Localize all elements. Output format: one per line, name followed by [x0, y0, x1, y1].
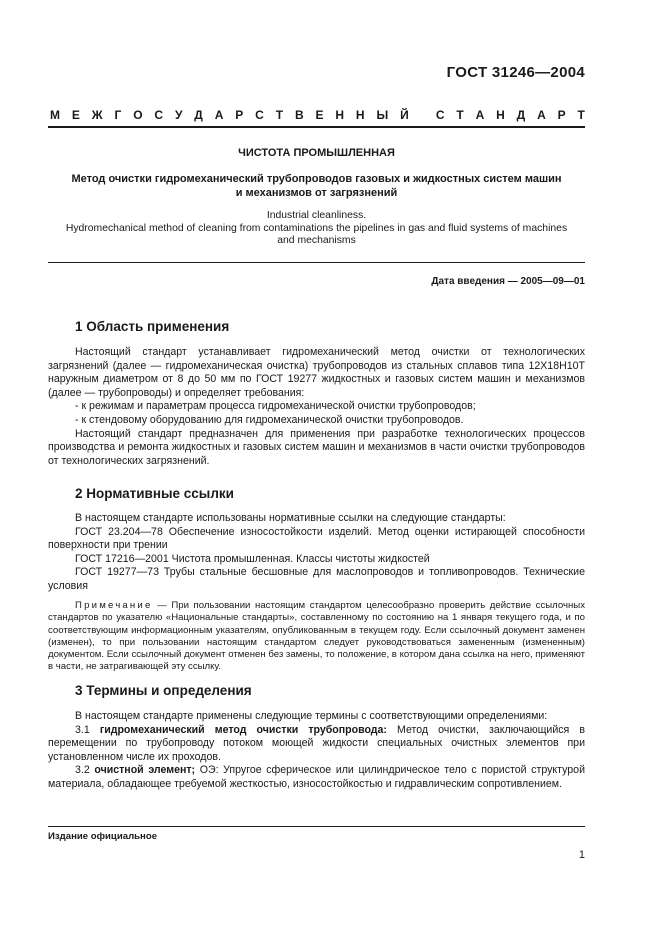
official-edition-label: Издание официальное — [48, 831, 158, 842]
english-title-line-2: Hydromechanical method of cleaning from contaminations the pipelines in gas and fluid systems of machines — [65, 222, 568, 234]
english-title-line-3: and mechanisms — [277, 235, 356, 246]
banner-letter: Н — [335, 108, 345, 122]
title-rule — [48, 262, 585, 263]
banner-letter: С — [255, 108, 264, 122]
banner-letter: А — [214, 108, 224, 122]
banner-letter: М — [50, 108, 60, 122]
term-3-1-name: гидромеханический метод очистки трубопровода: — [99, 723, 387, 736]
introduction-date: Дата введения — 2005—09—01 — [431, 276, 585, 287]
banner-letter: Н — [355, 108, 365, 122]
banner-letter: У — [174, 108, 183, 122]
interstate-standard-banner — [50, 108, 585, 122]
banner-letter: Г — [114, 108, 122, 122]
banner-letter: Ж — [91, 108, 103, 122]
section-1-body — [48, 346, 585, 468]
section-1-paragraph-2: Настоящий стандарт предназначен для применения при разработке технологических процессов производства и ремонта жидкостных и газовых систем машин и механизмов в части очистки трубопроводов от технологических загрязнений. — [48, 427, 585, 467]
banner-letter — [421, 108, 424, 122]
banner-letter: Н — [496, 108, 505, 122]
section-1-list-item-1: - к режимам и параметрам процесса гидромеханической очистки трубопроводов; — [75, 400, 476, 413]
document-title: ЧИСТОТА ПРОМЫШЛЕННАЯ — [238, 147, 395, 159]
banner-letter: О — [133, 108, 143, 122]
banner-letter: Е — [315, 108, 324, 122]
section-2-reference-3: ГОСТ 19277—73 Трубы стальные бесшовные для маслопроводов и топливопроводов. Технические условия — [48, 566, 585, 592]
document-subtitle — [48, 172, 585, 200]
banner-letter: Д — [516, 108, 526, 122]
section-3-paragraph-1: В настоящем стандарте применены следующие термины с соответствующими определениями: — [75, 710, 548, 722]
english-title-line-1: Industrial cleanliness. — [266, 210, 367, 221]
section-3-heading: 3 Термины и определения — [75, 683, 252, 698]
subtitle-line-1: Метод очистки гидромеханический трубопроводов газовых и жидкостных систем машин — [71, 173, 562, 185]
banner-letter: С — [154, 108, 164, 122]
term-3-2: 3.2 очистной элемент; ОЭ: Упругое сферическое или цилиндрическое тело с пористой структурой материала, обладающее требуемой жесткостью, износостойкостью и гидравлическим сопротивлением. — [48, 764, 585, 790]
page-number: 1 — [578, 849, 585, 861]
section-2-reference-2: ГОСТ 17216—2001 Чистота промышленная. Классы чистоты жидкостей — [75, 552, 430, 565]
banner-letter: А — [537, 108, 546, 122]
banner-letter: Т — [275, 108, 284, 122]
banner-letter: Т — [577, 108, 585, 122]
section-2-reference-1: ГОСТ 23.204—78 Обеспечение износостойкости изделий. Метод оценки истирающей способности поверхности при трении — [48, 525, 585, 552]
banner-letter: Р — [235, 108, 244, 122]
top-rule — [48, 126, 585, 128]
section-2-heading: 2 Нормативные ссылки — [75, 486, 234, 501]
section-1-heading: 1 Область применения — [75, 319, 230, 334]
note-label: Примечание — [75, 600, 153, 611]
banner-letter: Т — [456, 108, 464, 122]
banner-letter: Е — [71, 108, 80, 122]
section-1-paragraph-1: Настоящий стандарт устанавливает гидромеханический метод очистки от технологических загрязнений (далее — гидромеханическая очистка) трубопроводов из стальных сплавов типа 12Х18Н10Т наружным диаметром от 8 до 50 мм по ГОСТ 19277 жидкостных и газовых систем машин и механизмов (далее — трубопроводы) и определяет требования: — [48, 346, 585, 399]
banner-letter: Й — [400, 108, 409, 122]
subtitle-line-2: и механизмов от загрязнений — [235, 187, 398, 199]
section-2-body — [48, 512, 585, 594]
document-number: ГОСТ 31246—2004 — [446, 64, 585, 81]
banner-letter: Ы — [376, 108, 389, 122]
english-title — [48, 210, 585, 248]
banner-letter: С — [435, 108, 445, 122]
footer-rule — [48, 826, 585, 827]
section-2-paragraph-1: В настоящем стандарте использованы нормативные ссылки на следующие стандарты: — [75, 512, 506, 524]
section-3-body — [48, 710, 585, 792]
section-2-note — [48, 600, 585, 674]
term-3-2-name: очистной элемент; — [94, 764, 196, 777]
banner-letter: В — [294, 108, 304, 122]
banner-letter: Д — [194, 108, 203, 122]
note-text: — При пользовании настоящим стандартом целесообразно проверить действие ссылочных стандартов по указателю «Национальные стандарты», составленному по состоянию на 1 января текущего года, и по соответствующим информационным указателям, опубликованным в текущем году. Если ссылочный документ заменен (изменен), то при пользовании настоящим стандартом следует руководствоваться замененным (измененным) документом. Если ссылочный документ отменен без замены, то положение, в котором дана ссылка на него, применяют в части, не затрагивающей эту ссылку. — [48, 600, 585, 673]
term-3-1: 3.1 гидромеханический метод очистки трубопровода: Метод очистки, заключающийся в перемещении по трубопроводу потоком моющей жидкости специальных очистных элементов при установленном числе их проходов. — [48, 723, 585, 763]
banner-letter: А — [475, 108, 485, 122]
section-1-list-item-2: - к стендовому оборудованию для гидромеханической очистки трубопроводов. — [75, 413, 464, 426]
banner-letter: Р — [557, 108, 566, 122]
